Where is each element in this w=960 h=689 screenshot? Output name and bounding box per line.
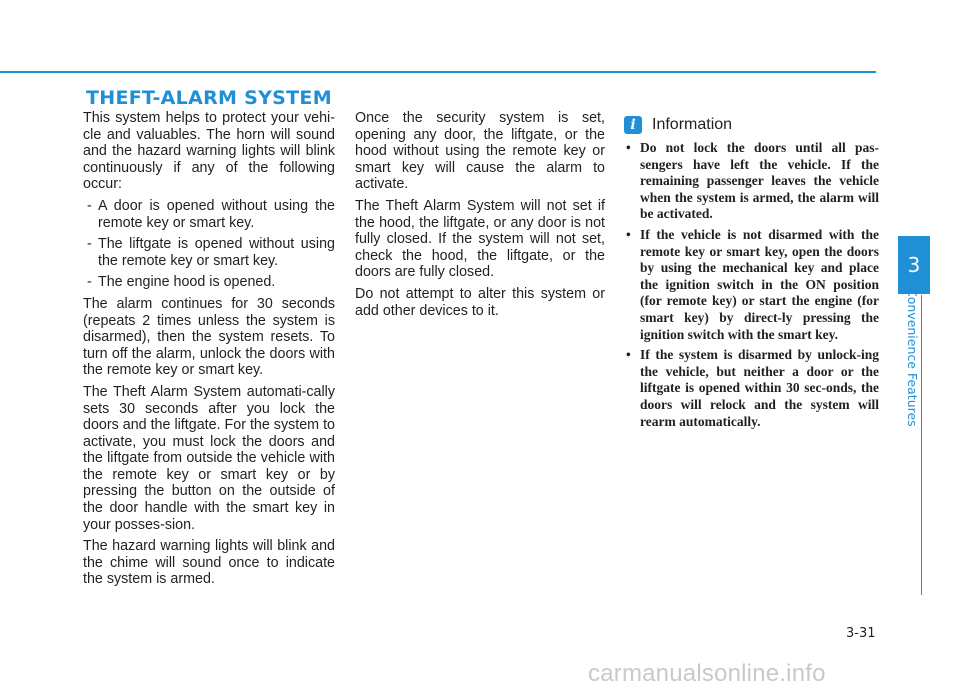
auto-arm-paragraph: The Theft Alarm System automati-cally sets 30 seconds after you lock the doors and the liftgate. For the system to activate, you must lock the doors and the liftgate from outside the vehicle with the remote key or smart key or by pressing the button on the outside of the door handle with the smart key in your posses-sion. bbox=[83, 383, 335, 533]
column-left bbox=[83, 110, 335, 593]
alarm-duration-paragraph: The alarm continues for 30 seconds (repeats 2 times unless the system is disarmed), then the system resets. To turn off the alarm, unlock the doors with the remote key or smart key. bbox=[83, 295, 335, 379]
information-item bbox=[624, 227, 879, 343]
list-item bbox=[83, 236, 335, 269]
header-rule bbox=[0, 71, 876, 73]
armed-indication-paragraph: The hazard warning lights will blink and the chime will sound once to indicate the system is armed. bbox=[83, 538, 335, 588]
not-set-paragraph: The Theft Alarm System will not set if the hood, the liftgate, or any door is not fully closed. If the system will not set, check the hood, the liftgate, or the doors are fully closed. bbox=[355, 197, 605, 281]
information-item bbox=[624, 347, 879, 430]
dash-marker: - bbox=[87, 236, 92, 253]
information-item-text: Do not lock the doors until all pas-sengers have left the vehicle. If the remaining passenger leaves the vehicle when the system is armed, the alarm will be activated. bbox=[640, 140, 879, 222]
list-item-text: The engine hood is opened. bbox=[98, 274, 276, 291]
column-middle bbox=[355, 110, 605, 324]
do-not-alter-paragraph: Do not attempt to alter this system or add other devices to it. bbox=[355, 285, 605, 319]
information-item bbox=[624, 140, 879, 223]
bullet-marker: • bbox=[626, 226, 631, 242]
list-item-text: A door is opened without using the remote key or smart key. bbox=[98, 197, 335, 231]
information-title: Information bbox=[652, 116, 733, 133]
bullet-marker: • bbox=[626, 140, 631, 155]
dash-marker: - bbox=[87, 197, 92, 214]
watermark: carmanualsonline.info bbox=[588, 660, 826, 687]
info-icon: i bbox=[624, 116, 642, 134]
chapter-label-text: Convenience Features bbox=[905, 288, 920, 427]
information-box bbox=[624, 116, 879, 434]
chapter-tab: 3 bbox=[898, 236, 930, 294]
information-list bbox=[624, 140, 879, 430]
alarm-trigger-paragraph: Once the security system is set, opening any door, the liftgate, or the hood without using the remote key or smart key will cause the alarm to activate. bbox=[355, 110, 605, 193]
list-item-text: The liftgate is opened without using the remote key or smart key. bbox=[98, 236, 335, 269]
sidebar-rule bbox=[921, 295, 922, 595]
list-item bbox=[83, 274, 335, 291]
dash-marker: - bbox=[87, 274, 92, 291]
bullet-marker: • bbox=[626, 347, 631, 363]
information-item-text: If the system is disarmed by unlock-ing the vehicle, but neither a door or the liftgate is opened within 30 sec-onds, the doors will relock and the system will rearm automatically. bbox=[640, 347, 879, 429]
page-number: 3-31 bbox=[846, 626, 876, 641]
section-title: THEFT-ALARM SYSTEM bbox=[86, 87, 332, 109]
intro-paragraph: This system helps to protect your vehi-cle and valuables. The horn will sound and the hazard warning lights will blink continuously if any of the following occur: bbox=[83, 110, 335, 193]
information-item-text: If the vehicle is not disarmed with the remote key or smart key, open the doors by using the mechanical key and place the ignition switch in the ON position (for remote key) or start the engine (for smart key) by direct-ly pressing the ignition switch with the smart key. bbox=[640, 226, 879, 342]
information-header bbox=[624, 116, 879, 134]
list-item bbox=[83, 198, 335, 231]
